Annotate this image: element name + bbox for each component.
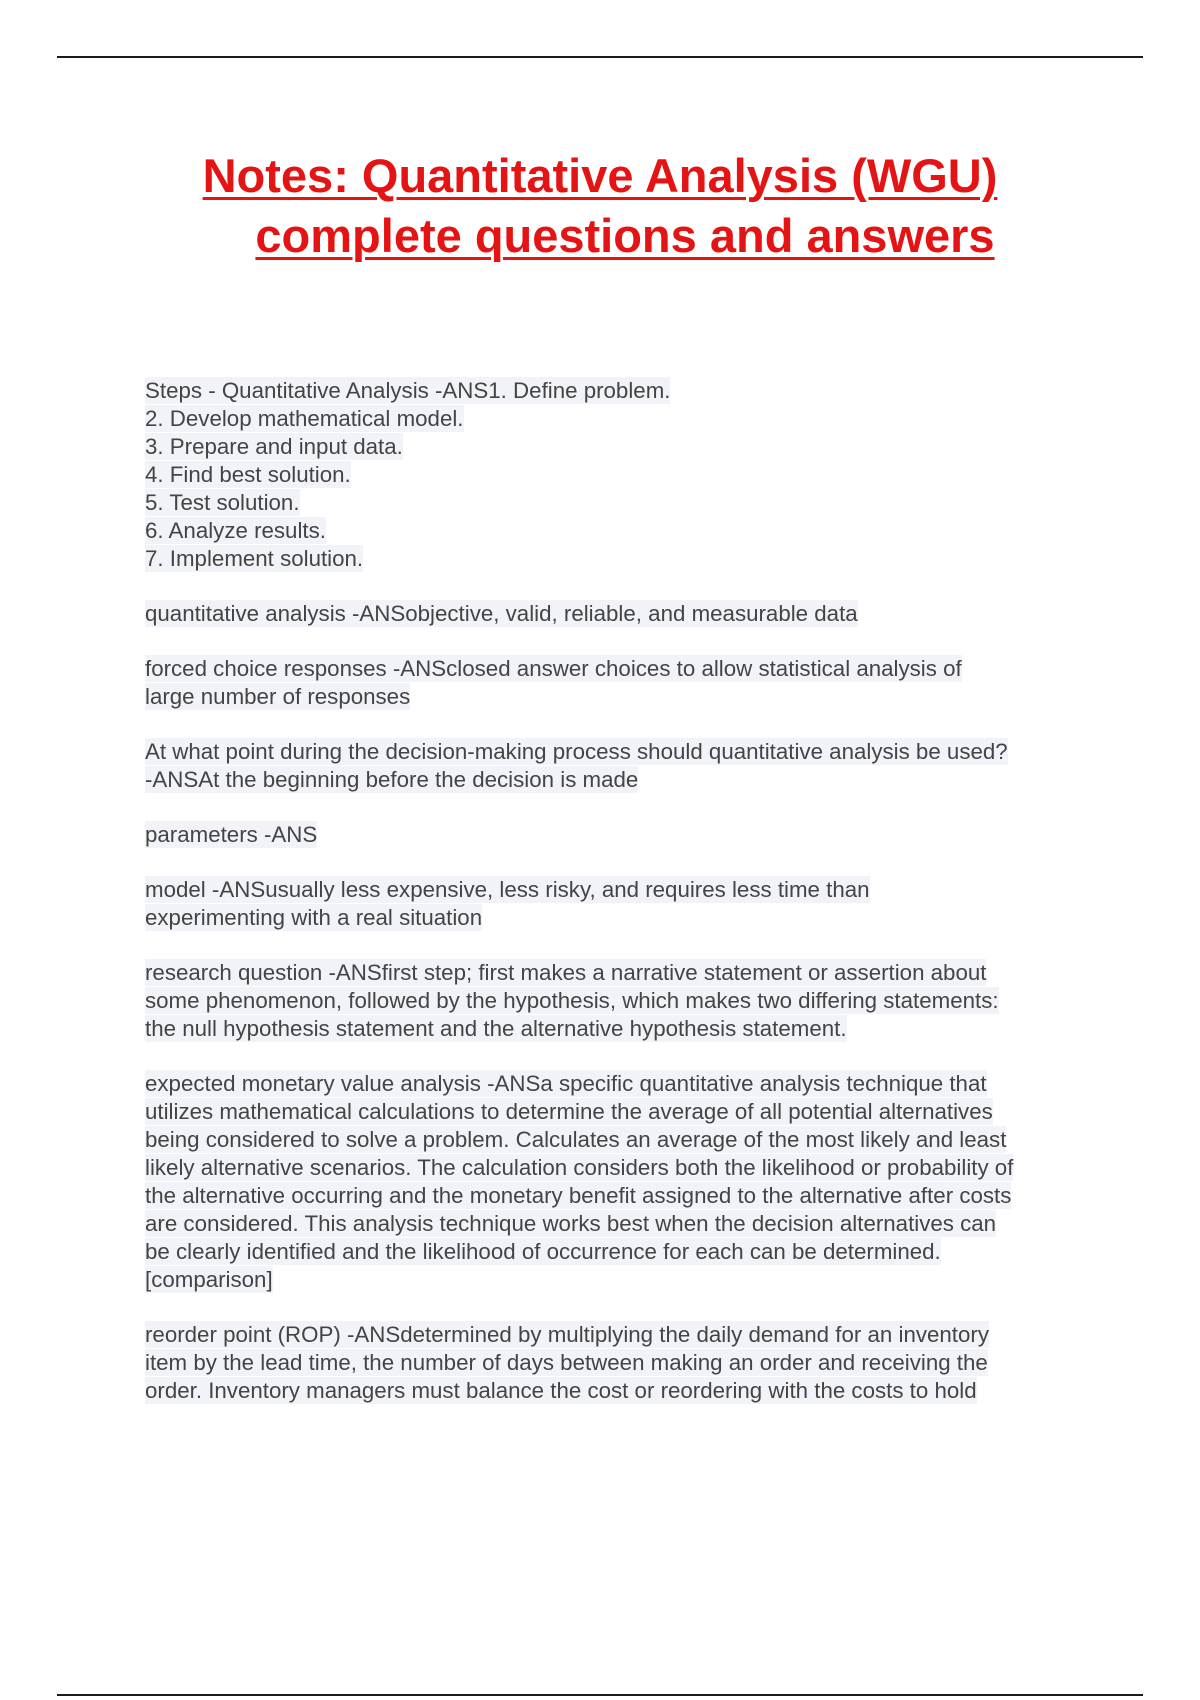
qa-line: large number of responses [145,684,411,709]
qa-line: forced choice responses -ANSclosed answer choices to allow statistical analysis of [145,656,962,681]
qa-line: At what point during the decision-making process should quantitative analysis be used? [145,739,1008,764]
qa-line: 4. Find best solution. [145,462,351,487]
qa-line: be clearly identified and the likelihood of occurrence for each can be determined. [145,1239,941,1264]
qa-item-decision-point [145,738,1095,794]
qa-line: quantitative analysis -ANSobjective, valid, reliable, and measurable data [145,601,858,626]
qa-line: some phenomenon, followed by the hypothesis, which makes two differing statements: [145,988,999,1013]
qa-line: item by the lead time, the number of days between making an order and receiving the [145,1350,988,1375]
title-line: complete questions and answers [255,209,995,262]
qa-item-research-question [145,959,1095,1043]
qa-line: being considered to solve a problem. Calculates an average of the most likely and least [145,1127,1007,1152]
qa-line: the alternative occurring and the monetary benefit assigned to the alternative after costs [145,1183,1012,1208]
qa-item-forced-choice [145,655,1095,711]
qa-line: are considered. This analysis technique works best when the decision alternatives can [145,1211,997,1236]
qa-line: research question -ANSfirst step; first makes a narrative statement or assertion about [145,960,987,985]
qa-line: Steps - Quantitative Analysis -ANS1. Define problem. [145,378,671,403]
qa-item-quantitative-analysis [145,600,1095,628]
qa-line: 2. Develop mathematical model. [145,406,464,431]
qa-line: 7. Implement solution. [145,546,364,571]
qa-line: [comparison] [145,1267,273,1292]
qa-line: order. Inventory managers must balance the cost or reordering with the costs to hold [145,1378,977,1403]
document-title [100,146,1100,266]
qa-line: parameters -ANS [145,822,318,847]
qa-line: 3. Prepare and input data. [145,434,403,459]
top-rule [57,56,1143,58]
qa-line: likely alternative scenarios. The calculation considers both the likelihood or probability of [145,1155,1014,1180]
qa-line: -ANSAt the beginning before the decision is made [145,767,639,792]
qa-item-parameters [145,821,1095,849]
qa-item-steps [145,377,1095,573]
qa-line: expected monetary value analysis -ANSa specific quantitative analysis technique that [145,1071,987,1096]
qa-line: utilizes mathematical calculations to determine the average of all potential alternatives [145,1099,993,1124]
qa-line: experimenting with a real situation [145,905,483,930]
qa-line: 6. Analyze results. [145,518,326,543]
qa-line: reorder point (ROP) -ANSdetermined by multiplying the daily demand for an inventory [145,1322,989,1347]
qa-line: the null hypothesis statement and the alternative hypothesis statement. [145,1016,847,1041]
qa-item-reorder-point [145,1321,1095,1405]
qa-list [145,377,1095,1432]
qa-item-model [145,876,1095,932]
qa-item-expected-monetary-value [145,1070,1095,1294]
qa-line: model -ANSusually less expensive, less risky, and requires less time than [145,877,870,902]
qa-line: 5. Test solution. [145,490,300,515]
title-line: Notes: Quantitative Analysis (WGU) [202,149,998,202]
bottom-rule [57,1694,1143,1696]
